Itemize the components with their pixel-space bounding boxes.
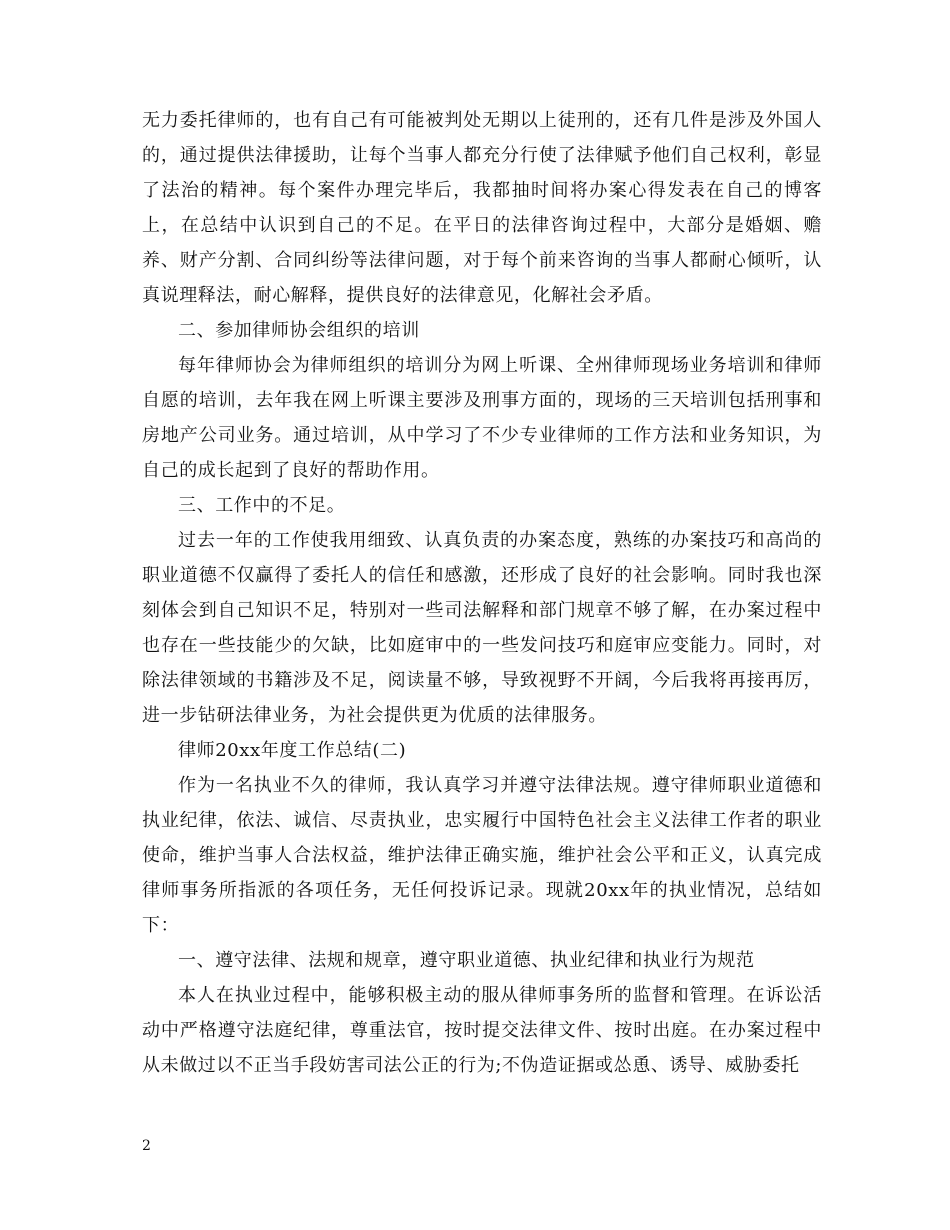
section-heading-shortcomings: 三、工作中的不足。 bbox=[178, 495, 346, 516]
section-heading-compliance: 一、遵守法律、法规和规章，遵守职业道德、执业纪律和执业行为规范 bbox=[178, 950, 755, 971]
paragraph-legal-aid-continued: 无力委托律师的，也有自己有可能被判处无期以上徒刑的，还有几件是涉及外国人的，通过提供法律援助，让每个当事人都充分行使了法律赋予他们自己权利，彰显了法治的精神。每个案件办理完毕后，我都抽时间将办案心得发表在自己的博客上，在总结中认识到自己的不足。在平日的法律咨询过程中，大部分是婚姻、赡养、财产分割、合同纠纷等法律问题，对于每个前来咨询的当事人都耐心倾听，认真说理释法，耐心解释，提供良好的法律意见，化解社会矛盾。 bbox=[142, 110, 822, 306]
paragraph-training: 每年律师协会为律师组织的培训分为网上听课、全州律师现场业务培训和律师自愿的培训，去年我在网上听课主要涉及刑事方面的，现场的三天培训包括刑事和房地产公司业务。通过培训，从中学习了不少专业律师的工作方法和业务知识，为自己的成长起到了良好的帮助作用。 bbox=[142, 355, 822, 481]
document-subtitle: 律师20xx年度工作总结(二) bbox=[178, 740, 407, 761]
document-body bbox=[142, 103, 822, 1083]
paragraph-shortcomings: 过去一年的工作使我用细致、认真负责的办案态度，熟练的办案技巧和高尚的职业道德不仅赢得了委托人的信任和感激，还形成了良好的社会影响。同时我也深刻体会到自己知识不足，特别对一些司法解释和部门规章不够了解，在办案过程中也存在一些技能少的欠缺，比如庭审中的一些发问技巧和庭审应变能力。同时，对除法律领域的书籍涉及不足，阅读量不够，导致视野不开阔，今后我将再接再厉，进一步钻研法律业务，为社会提供更为优质的法律服务。 bbox=[142, 530, 822, 726]
paragraph-compliance: 本人在执业过程中，能够积极主动的服从律师事务所的监督和管理。在诉讼活动中严格遵守法庭纪律，尊重法官，按时提交法律文件、按时出庭。在办案过程中从未做过以不正当手段妨害司法公正的行为;不伪造证据或怂恿、诱导、威胁委托 bbox=[142, 985, 822, 1076]
paragraph-intro: 作为一名执业不久的律师，我认真学习并遵守法律法规。遵守律师职业道德和执业纪律，依法、诚信、尽责执业，忠实履行中国特色社会主义法律工作者的职业使命，维护当事人合法权益，维护法律正确实施，维护社会公平和正义，认真完成律师事务所指派的各项任务，无任何投诉记录。现就20xx年的执业情况，总结如下： bbox=[142, 775, 822, 936]
section-heading-training: 二、参加律师协会组织的培训 bbox=[178, 320, 420, 341]
page-number: 2 bbox=[142, 1138, 151, 1154]
